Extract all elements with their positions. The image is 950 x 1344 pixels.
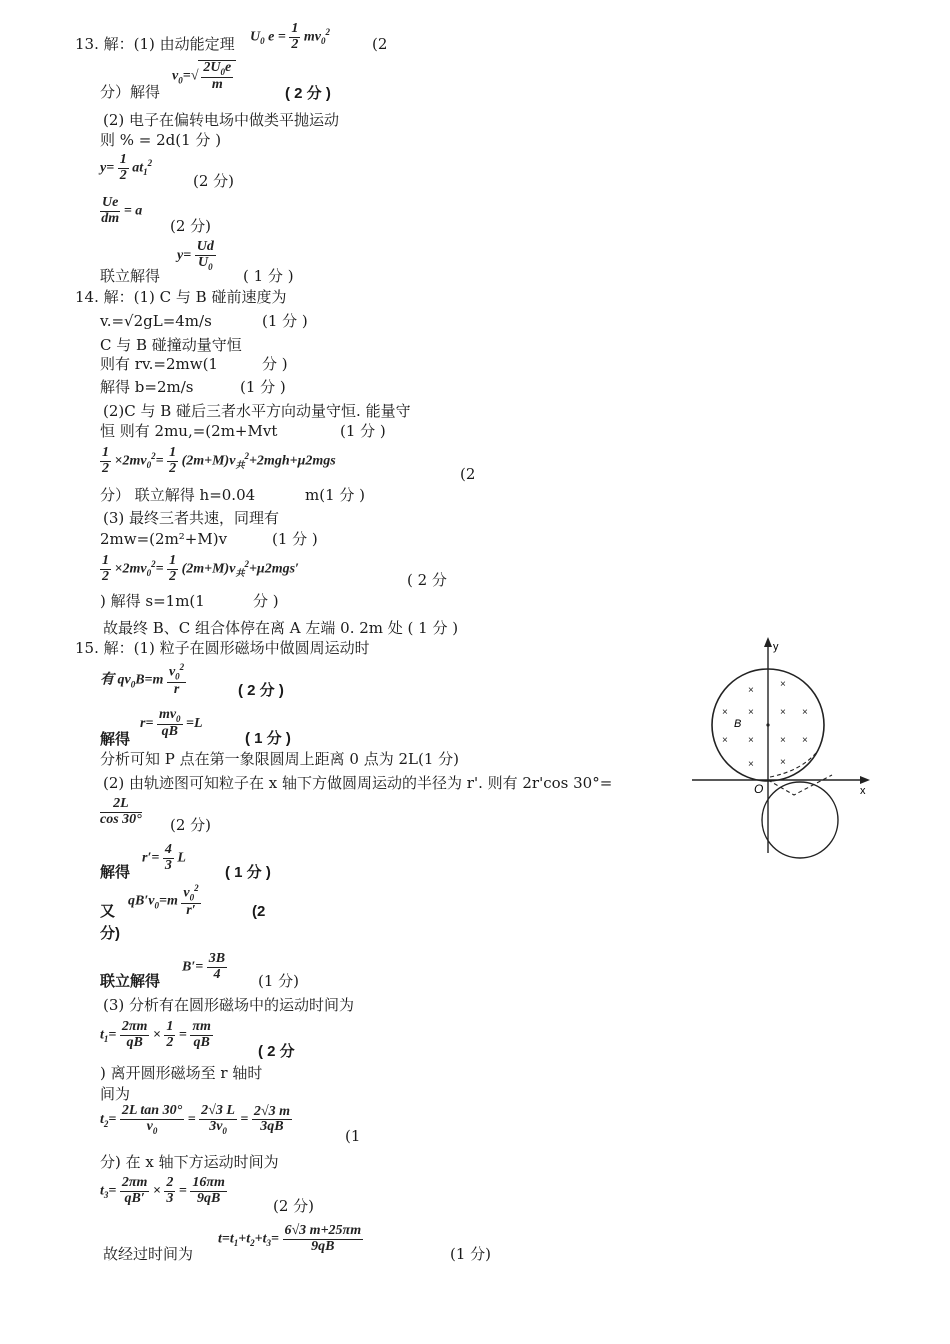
q13-eq-y: y= $\frac{1}{2}$ $at_1^2$ bbox=[100, 152, 153, 183]
q14-line3: C 与 B 碰撞动量守恒 bbox=[100, 336, 242, 354]
cross-mark: × bbox=[748, 707, 754, 718]
y-axis-label: y bbox=[773, 641, 779, 653]
q14-line6: (2)C 与 B 碰后三者水平方向动量守恒. 能量守 bbox=[103, 402, 411, 420]
cross-mark: × bbox=[780, 757, 786, 768]
cross-mark: × bbox=[748, 685, 754, 696]
cross-mark: × bbox=[780, 679, 786, 690]
q15-line14: 间为 bbox=[100, 1085, 131, 1103]
trajectory-dashed bbox=[768, 775, 832, 795]
q15-score-3: (2 分) bbox=[170, 816, 212, 834]
q15-eq-force: 有 $qv_0B=m$ $\frac{v_0^2}{r}$ bbox=[100, 662, 185, 697]
q15-eq-2L: $\frac{2L}{\cos 30^\circ}$ bbox=[100, 796, 142, 827]
cross-mark: × bbox=[722, 735, 728, 746]
q15-eq-Bprime: B′= $\frac{3B}{4}$ bbox=[182, 951, 226, 982]
q13-line1: 13. 解：(1) 由动能定理 bbox=[75, 35, 235, 53]
q15-score-7: ( 2 分 bbox=[258, 1043, 295, 1060]
exit-path bbox=[770, 753, 816, 777]
q14-eq-energy2: $\frac{1}{2}$ $\times 2mv_0^2=$ $\frac{1}{2}$ $(2m+M)v_共^2+\mu 2mgs'$ bbox=[102, 553, 299, 584]
q14-score-4: (1 分 ) bbox=[340, 422, 386, 440]
q14-line1: 14. 解：(1) C 与 B 碰前速度为 bbox=[75, 288, 287, 306]
field-center-dot bbox=[766, 723, 769, 726]
q15-eq-Bprime-force: $qB'v_0=m$ $\frac{v_0^2}{r'}$ bbox=[128, 883, 199, 918]
q13-score-2: ( 2 分 ) bbox=[285, 85, 331, 102]
q15-line18: 故经过时间为 bbox=[103, 1245, 194, 1263]
q15-line9: 分) bbox=[100, 925, 120, 942]
y-axis-arrow bbox=[764, 637, 772, 647]
q14-score-2: 分 ) bbox=[262, 355, 288, 373]
q15-score-4: ( 1 分 ) bbox=[225, 864, 271, 881]
cross-mark: × bbox=[780, 735, 786, 746]
q15-line4: 分析可知 P 点在第一象限圆周上距离 0 点为 2L(1 分) bbox=[100, 750, 459, 768]
q14-score-1: (1 分 ) bbox=[262, 312, 308, 330]
q14-score-7: (1 分 ) bbox=[272, 530, 318, 548]
q15-score-1: ( 2 分 ) bbox=[238, 682, 284, 699]
cross-mark: × bbox=[748, 735, 754, 746]
q15-line7: 解得 bbox=[100, 864, 131, 881]
q15-line8: 又 bbox=[100, 903, 116, 920]
q15-score-6: (1 分) bbox=[258, 972, 300, 990]
q14-line11: 2mw=(2m²+M)v bbox=[100, 530, 228, 548]
q15-line16: 分) 在 x 轴下方运动时间为 bbox=[100, 1153, 279, 1171]
q15-line10: 联立解得 bbox=[100, 973, 161, 990]
q15-line1: 15. 解：(1) 粒子在圆形磁场中做圆周运动时 bbox=[75, 639, 370, 657]
q14-eq-energy: $\frac{1}{2}$ $\times 2mv_0^2=$ $\frac{1}{2}$ $(2m+M)v_共^2+2mgh+\mu 2mgs$ bbox=[102, 445, 336, 476]
q15-eq-t2: $t_2=$ $\frac{\text{2L tan 30°}}{v_0}$ = $\frac{2√3 L}{3v_0}$ = $\frac{2√3 m}{3qB}$ bbox=[100, 1103, 290, 1136]
cross-mark: × bbox=[722, 707, 728, 718]
magnetic-field-diagram bbox=[690, 635, 880, 860]
q13-eq-energy: $U_0$ e = $\frac{1}{2}$ $mv_0^2$ bbox=[250, 21, 330, 52]
q13-eq-v0: $v_0=√$ $\frac{2U_0e}{m}$ bbox=[172, 60, 236, 93]
q15-score-8: (1 bbox=[345, 1127, 361, 1145]
q14-line14: 故最终 B、C 组合体停在离 A 左端 0. 2m 处 ( 1 分 ) bbox=[103, 619, 459, 637]
q15-eq-total: $t=t_1+t_2+t_3=$ $\frac{6√3 m+25\pi m}{9qB}$ bbox=[218, 1223, 362, 1254]
q14-line4: 则有 rv.=2mw(1 bbox=[100, 355, 218, 373]
cross-mark: × bbox=[748, 759, 754, 770]
q14-score-6: m(1 分 ) bbox=[305, 486, 366, 504]
q13-line4: 则 % = 2d(1 分 ) bbox=[100, 131, 222, 149]
q13-score-5: ( 1 分 ) bbox=[243, 267, 294, 285]
cross-mark: × bbox=[780, 707, 786, 718]
q13-line7: 联立解得 bbox=[100, 267, 161, 285]
q15-score-5: (2 bbox=[252, 903, 266, 920]
q13-score-3: (2 分) bbox=[193, 172, 235, 190]
q14-line2: v.=√2gL=4m/s bbox=[100, 312, 212, 330]
trajectory-circle bbox=[762, 782, 838, 858]
field-label: B bbox=[734, 718, 742, 730]
q14-line10: (3) 最终三者共速，同理有 bbox=[103, 509, 280, 527]
q13-score-4: (2 分) bbox=[170, 217, 212, 235]
cross-mark: × bbox=[802, 707, 808, 718]
q14-line5: 解得 b=2m/s bbox=[100, 378, 194, 396]
q15-line13: ) 离开圆形磁场至 r 轴时 bbox=[100, 1064, 263, 1082]
q14-score-9: 分 ) bbox=[253, 592, 279, 610]
q13-line2: 分）解得 bbox=[100, 83, 161, 101]
origin-label: O bbox=[754, 782, 764, 796]
x-axis-label: x bbox=[860, 785, 866, 797]
q15-line11: (3) 分析有在圆形磁场中的运动时间为 bbox=[103, 996, 355, 1014]
x-axis-arrow bbox=[860, 776, 870, 784]
q14-score-8: ( 2 分 bbox=[407, 571, 447, 589]
q15-line5: (2) 由轨迹图可知粒子在 x 轴下方做圆周运动的半径为 r'. 则有 2r'cos 30°= bbox=[103, 774, 613, 792]
q15-eq-rprime: r′= $\frac{4}{3}$ L bbox=[142, 842, 186, 873]
q13-eq-result: y= $\frac{Ud}{U_0}$ bbox=[177, 239, 214, 272]
q14-line9: 分） 联立解得 h=0.04 bbox=[100, 486, 256, 504]
q14-score-5: (2 bbox=[460, 465, 476, 483]
cross-mark: × bbox=[802, 735, 808, 746]
q15-line3: 解得 bbox=[100, 731, 131, 748]
q13-line3: (2) 电子在偏转电场中做类平抛运动 bbox=[103, 111, 340, 129]
q15-score-10: (1 分) bbox=[450, 1245, 492, 1263]
q13-eq-a: $\frac{Ue}{dm}$ = a bbox=[101, 195, 143, 226]
q14-line7: 恒 则有 2mu,=(2m+Mvt bbox=[100, 422, 278, 440]
q15-eq-t1: $t_1=$ $\frac{2\pi m}{qB}$ × $\frac{1}{2}$ = $\frac{\pi m}{qB}$ bbox=[100, 1019, 211, 1050]
q14-score-3: (1 分 ) bbox=[240, 378, 286, 396]
q13-score-1: (2 bbox=[372, 35, 388, 53]
q15-score-2: ( 1 分 ) bbox=[245, 730, 291, 747]
q15-eq-t3: $t_3=$ $\frac{2\pi m}{qB'}$ × $\frac{2}{3}$ = $\frac{16\pi m}{9qB}$ bbox=[100, 1175, 225, 1206]
q14-line13: ) 解得 s=1m(1 bbox=[100, 592, 205, 610]
q15-score-9: (2 分) bbox=[273, 1197, 315, 1215]
q15-eq-r: r= $\frac{mv_0}{qB}$ =L bbox=[140, 707, 203, 740]
